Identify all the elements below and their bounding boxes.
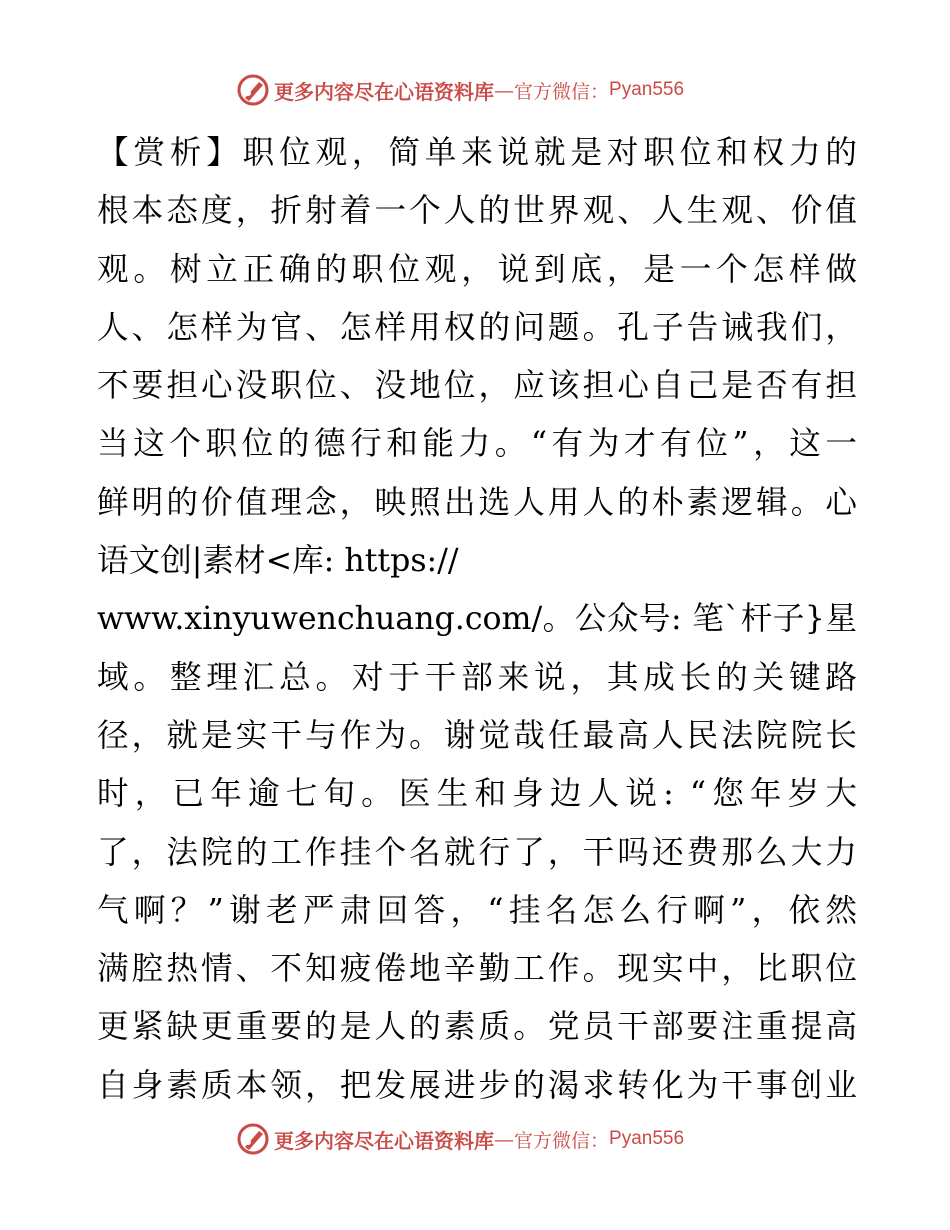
footer-banner <box>236 1121 684 1157</box>
header-banner-dash: — <box>494 78 514 102</box>
text-line: 当这个职位的德行和能力。“有为才有位”，这一 <box>97 426 857 463</box>
text-line: 时，已年逾七旬。医生和身边人说: “您年岁大 <box>97 776 857 813</box>
text-line: 鲜明的价值理念，映照出选人用人的朴素逻辑。心 <box>97 484 857 521</box>
text-line: 【赏析】职位观，简单来说就是对职位和权力的 <box>97 135 857 171</box>
footer-banner-text: 更多内容尽在心语资料库 <box>274 1128 494 1153</box>
header-banner-text: 更多内容尽在心语资料库 <box>274 79 494 104</box>
footer-banner-dash: — <box>494 1127 514 1151</box>
header-banner-label: 官方微信： <box>514 80 610 103</box>
pen-circle-logo-icon <box>236 73 270 107</box>
text-line: www.xinyuwenchuang.com/。公众号: 笔`杆子}星 <box>97 601 857 638</box>
text-line: 自身素质本领，把发展进步的渴求转化为干事创业 <box>97 1067 857 1104</box>
text-line: 径，就是实干与作为。谢觉哉任最高人民法院院长 <box>97 717 857 754</box>
text-line: 根本态度，折射着一个人的世界观、人生观、价值 <box>97 193 857 230</box>
footer-banner-wechat-id: Pyan556 <box>609 1128 685 1149</box>
header-banner-wechat-id: Pyan556 <box>609 79 685 100</box>
footer-banner-label: 官方微信： <box>514 1129 610 1152</box>
text-line: 气啊？”谢老严肃回答，“挂名怎么行啊”，依然 <box>97 892 857 929</box>
text-line: 不要担心没职位、没地位，应该担心自己是否有担 <box>97 368 857 405</box>
text-line: 语文创|素材<库: https:// <box>97 543 459 580</box>
text-line: 域。整理汇总。对于干部来说，其成长的关键路 <box>97 659 857 696</box>
body-text <box>97 124 857 1115</box>
header-banner <box>236 72 684 108</box>
text-line: 观。树立正确的职位观，说到底，是一个怎样做 <box>97 251 857 288</box>
text-line: 了，法院的工作挂个名就行了，干吗还费那么大力 <box>97 834 857 871</box>
text-line: 更紧缺更重要的是人的素质。党员干部要注重提高 <box>97 1009 857 1046</box>
pen-circle-logo-icon <box>236 1122 270 1156</box>
text-line: 满腔热情、不知疲倦地辛勤工作。现实中，比职位 <box>97 951 857 988</box>
text-line: 人、怎样为官、怎样用权的问题。孔子告诫我们， <box>97 309 857 346</box>
